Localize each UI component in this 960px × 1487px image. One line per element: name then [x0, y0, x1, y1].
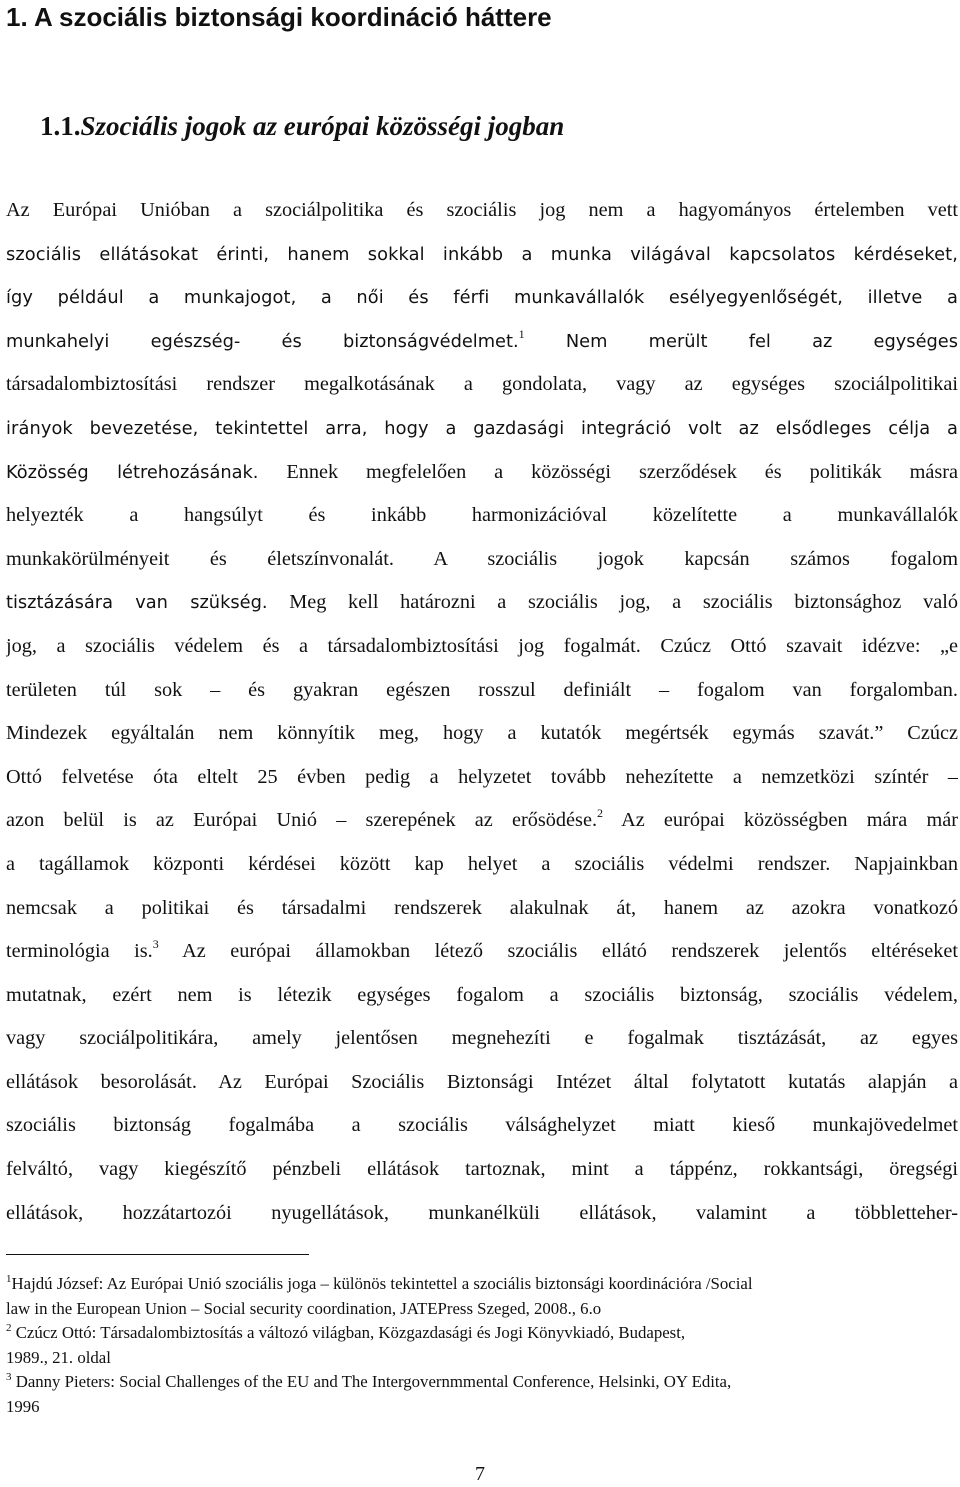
footnote-3-continued: 1996	[6, 1396, 40, 1416]
text-fragment: munkahelyi egészség- és biztonságvédelmet.	[6, 330, 519, 352]
text-fragment: Az európai közösségben mára már	[603, 809, 958, 832]
text-fragment: terminológia is.	[6, 940, 153, 963]
text-fragment: Az európai államokban létező szociális ellátó rendszerek jelentős eltéréseket	[158, 940, 958, 963]
text-line: ellátások besorolását. Az Európai Szociális Biztonsági Intézet által folytatott kutatás alapján a	[6, 1070, 958, 1093]
text-line	[6, 451, 958, 495]
footnote-text: Hajdú József: Az Európai Unió szociális joga – különös tekintettel a szociális biztonsági koordinációra /Social	[11, 1274, 753, 1293]
text-line: szociális biztonság fogalmába a szociális válsághelyzet miatt kieső munkajövedelmet	[6, 1114, 958, 1137]
footnote-text: Czúcz Ottó: Társadalombiztosítás a változó világban, Közgazdasági és Jogi Könyvkiadó, Budapest,	[11, 1323, 686, 1342]
footnote-text: Danny Pieters: Social Challenges of the EU and The Intergovernmmental Conference, Helsinki, OY Edita,	[11, 1372, 732, 1391]
footnote-1	[6, 1272, 946, 1297]
text-line	[6, 799, 958, 843]
footnote-1-continued: law in the European Union – Social security coordination, JATEPress Szeged, 2008., 6.o	[6, 1298, 602, 1318]
text-line: területen túl sok – és gyakran egészen rosszul definiált – fogalom van forgalomban.	[6, 678, 958, 701]
footnote-2-continued: 1989., 21. oldal	[6, 1347, 111, 1367]
text-line: nemcsak a politikai és társadalmi rendszerek alakulnak át, hanem az azokra vonatkozó	[6, 896, 958, 919]
text-fragment: Meg kell határozni a szociális jog, a szociális biztonsághoz való	[267, 591, 958, 614]
footnote-number: 1	[6, 1273, 12, 1285]
section-heading	[40, 110, 564, 142]
text-fragment: Ennek megfelelően a közösségi szerződések és politikák másra	[258, 460, 958, 483]
section-number: 1.1.	[40, 111, 81, 141]
text-line: helyezték a hangsúlyt és inkább harmonizációval közelítette a munkavállalók	[6, 504, 958, 527]
text-line: irányok bevezetése, tekintettel arra, hogy a gazdasági integráció volt az elsődleges célja a	[6, 417, 958, 439]
text-line: társadalombiztosítási rendszer megalkotásának a gondolata, vagy az egységes szociálpolitikai	[6, 373, 958, 396]
text-line	[6, 930, 958, 974]
text-fragment: Közösség létrehozásának.	[6, 461, 259, 483]
text-line: Ottó felvetése óta eltelt 25 évben pedig a helyzetet tovább nehezítette a nemzetközi színtér –	[6, 765, 958, 788]
footnote-2	[6, 1321, 946, 1346]
text-line: Az Európai Unióban a szociálpolitika és szociális jog nem a hagyományos értelemben vett	[6, 199, 958, 221]
text-fragment: Nem merült fel az egységes	[524, 330, 958, 352]
text-line: mutatnak, ezért nem is létezik egységes fogalom a szociális biztonság, szociális védelem,	[6, 983, 958, 1006]
footnote-ref-1[interactable]: 1	[518, 326, 525, 341]
footnote-separator	[6, 1254, 309, 1255]
text-line: felváltó, vagy kiegészítő pénzbeli ellátások tartoznak, mint a táppénz, rokkantsági, öregségi	[6, 1158, 958, 1181]
text-line: ellátások, hozzátartozói nyugellátások, munkanélküli ellátások, valamint a többletteher-	[6, 1201, 958, 1224]
text-line	[6, 320, 958, 364]
footnote-ref-2[interactable]: 2	[597, 806, 604, 821]
text-line: jog, a szociális védelem és a társadalombiztosítási jog fogalmát. Czúcz Ottó szavait idézve: „e	[6, 634, 958, 657]
section-title: Szociális jogok az európai közösségi jogban	[80, 111, 565, 141]
text-line	[6, 581, 958, 625]
footnotes	[6, 1272, 946, 1419]
text-line: Mindezek egyáltalán nem könnyítik meg, hogy a kutatók megértsék egymás szavát.” Czúcz	[6, 722, 958, 745]
text-fragment: tisztázására van szükség.	[6, 592, 268, 614]
footnote-ref-3[interactable]: 3	[152, 937, 159, 952]
text-line: így például a munkajogot, a női és férfi munkavállalók esélyegyenlőségét, illetve a	[6, 287, 958, 309]
footnote-number: 2	[6, 1322, 12, 1334]
text-line: munkakörülményeit és életszínvonalát. A szociális jogok kapcsán számos fogalom	[6, 547, 958, 570]
text-line: a tagállamok központi kérdései között kap helyet a szociális védelmi rendszer. Napjainkban	[6, 852, 958, 875]
footnote-3	[6, 1370, 946, 1395]
text-line: vagy szociálpolitikára, amely jelentősen megnehezíti e fogalmak tisztázását, az egyes	[6, 1027, 958, 1050]
footnote-number: 3	[6, 1371, 12, 1383]
page-number: 7	[475, 1463, 485, 1485]
text-line: szociális ellátásokat érinti, hanem sokkal inkább a munka világával kapcsolatos kérdéseket,	[6, 243, 958, 265]
text-fragment: azon belül is az Európai Unió – szerepének az erősödése.	[6, 809, 598, 832]
chapter-heading: 1. A szociális biztonsági koordináció háttere	[6, 2, 552, 32]
body-paragraph	[6, 189, 958, 1235]
